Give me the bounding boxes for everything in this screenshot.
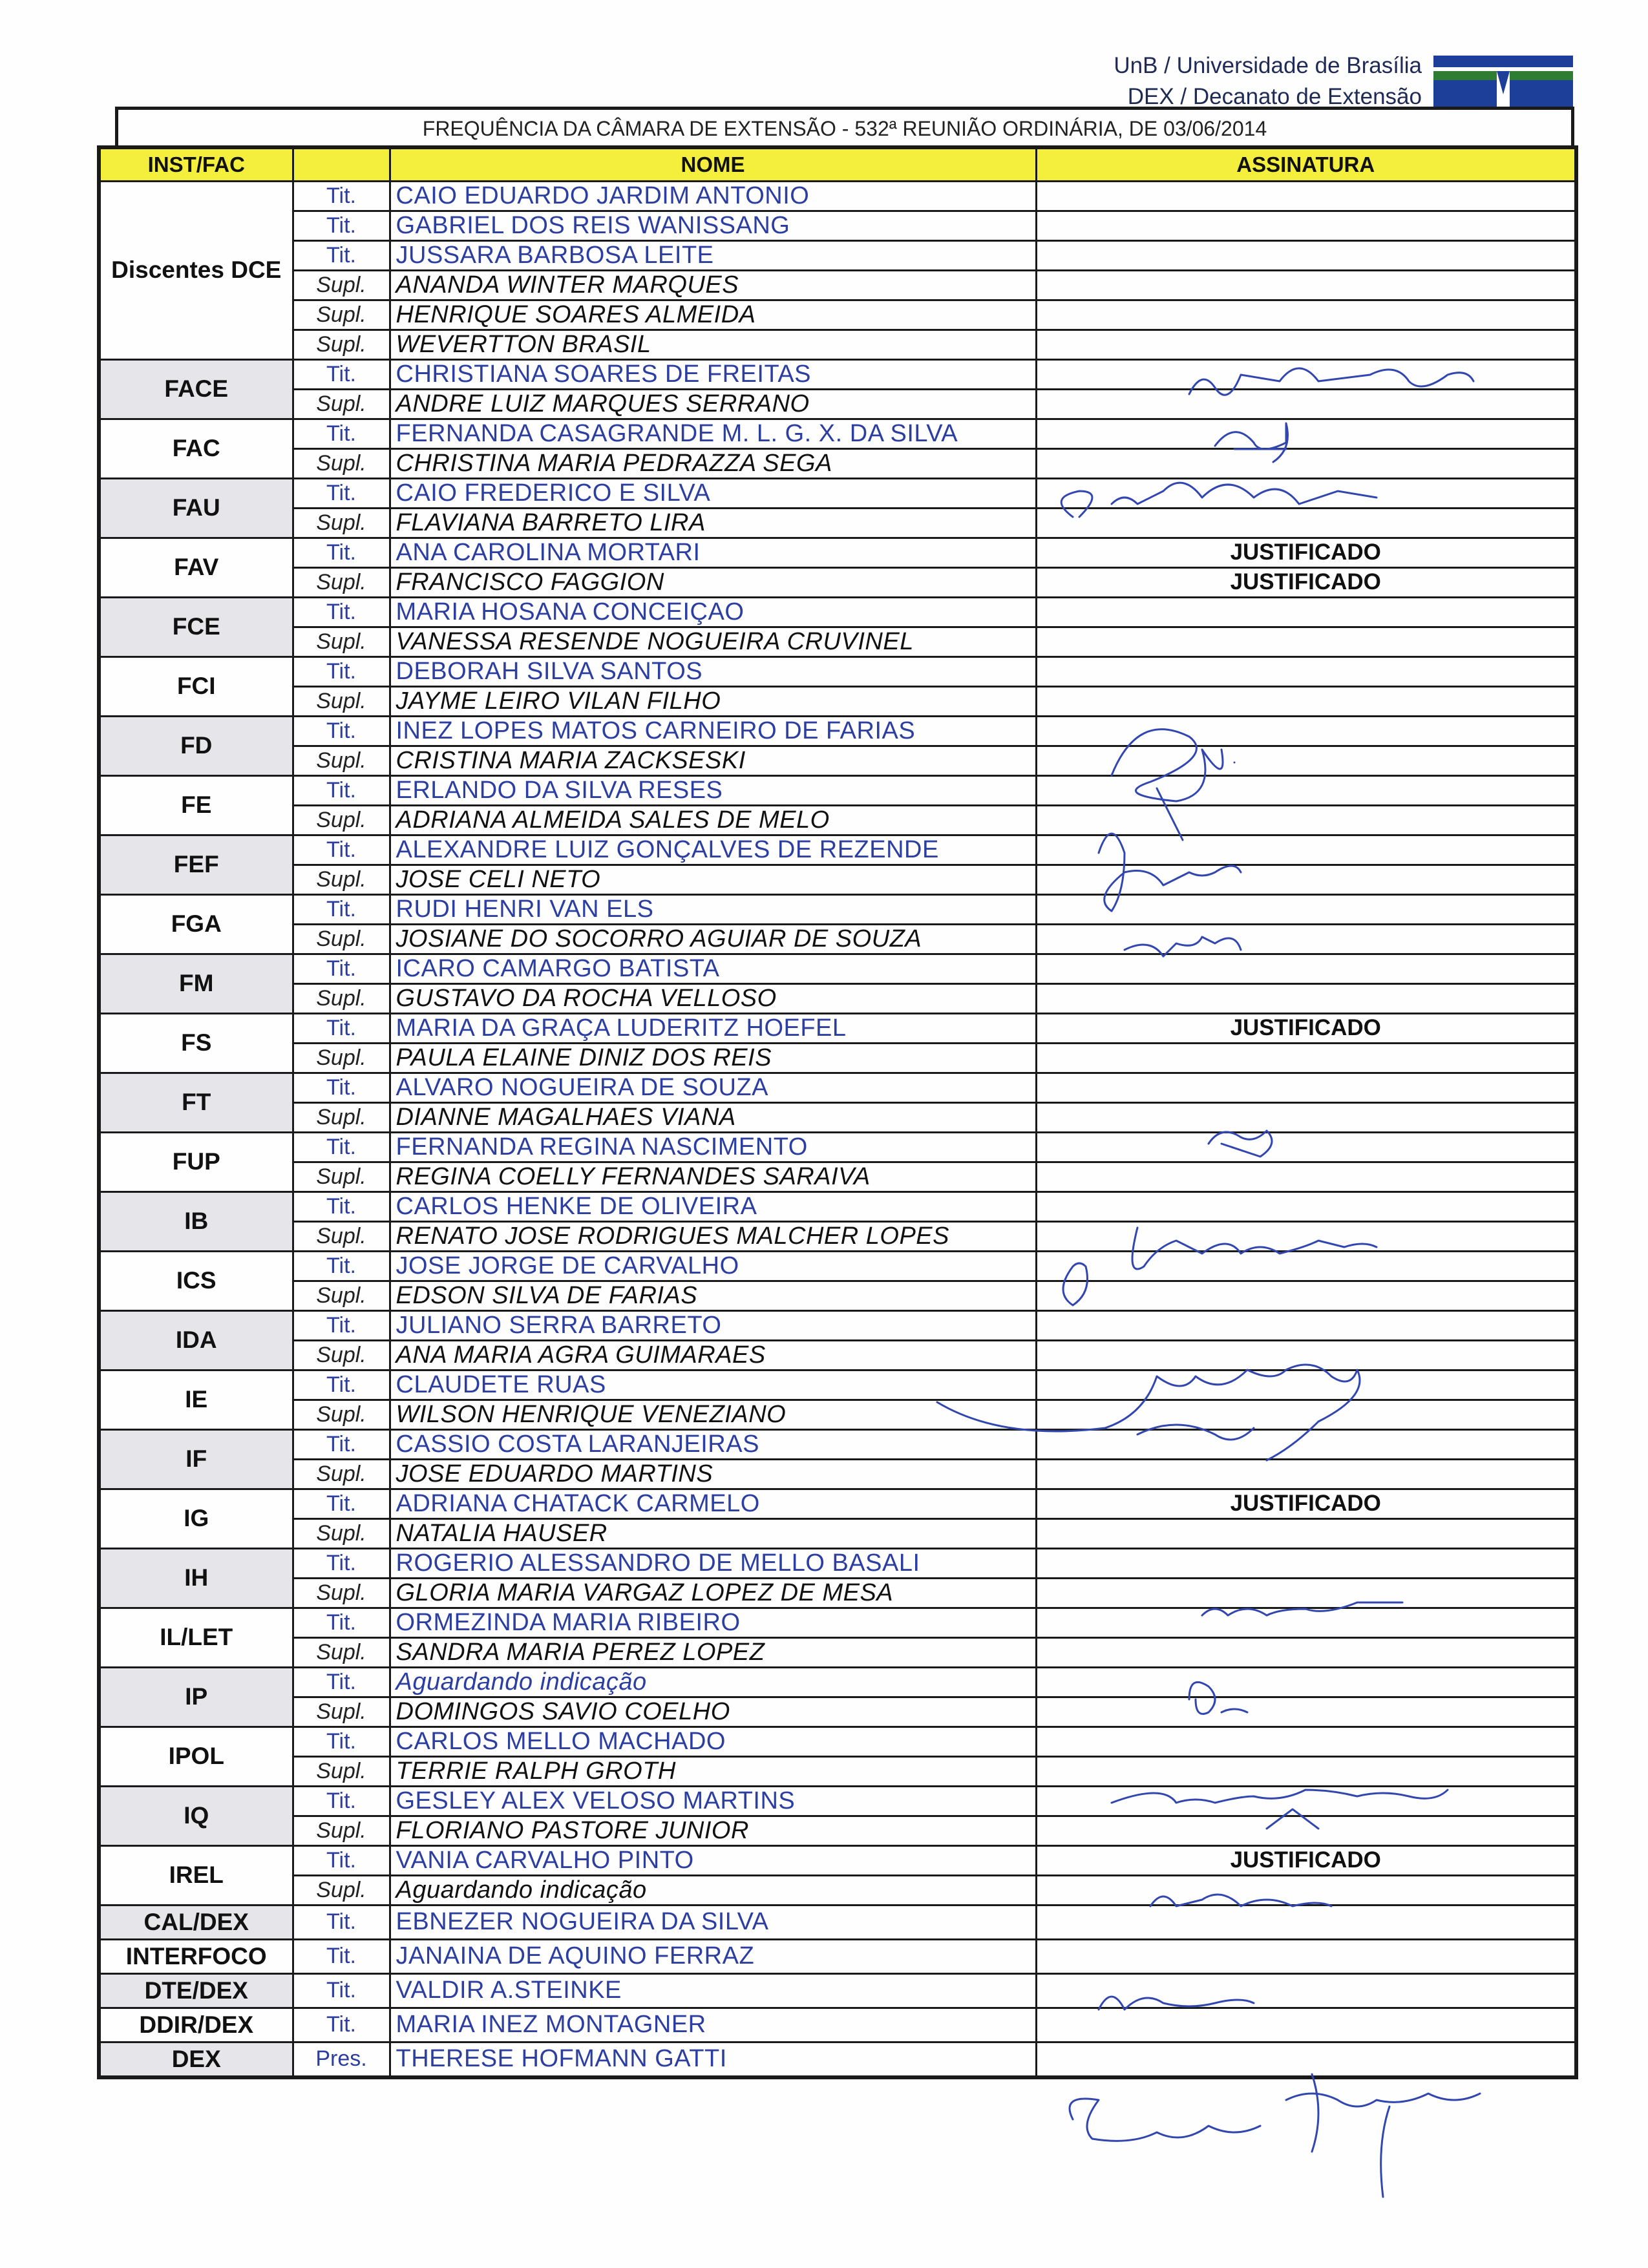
signature-cell: JUSTIFICADO xyxy=(1036,1489,1576,1518)
member-name-cell: CAIO FREDERICO E SILVA xyxy=(390,478,1036,508)
table-row xyxy=(99,1845,1576,1875)
member-name-cell: Aguardando indicação xyxy=(390,1875,1036,1905)
role-cell: Tit. xyxy=(293,1973,390,2008)
member-name-cell: ROGERIO ALESSANDRO DE MELLO BASALI xyxy=(390,1548,1036,1578)
member-name-cell: CHRISTINA MARIA PEDRAZZA SEGA xyxy=(390,448,1036,478)
role-cell: Supl. xyxy=(293,1340,390,1370)
table-row xyxy=(99,1370,1576,1400)
member-name-cell: REGINA COELLY FERNANDES SARAIVA xyxy=(390,1162,1036,1192)
signature-cell xyxy=(1036,1400,1576,1429)
signature-cell xyxy=(1036,1548,1576,1578)
signature-cell xyxy=(1036,1786,1576,1816)
member-name-cell: ADRIANA CHATACK CARMELO xyxy=(390,1489,1036,1518)
role-cell: Tit. xyxy=(293,419,390,448)
institution-cell: INTERFOCO xyxy=(99,1939,293,1973)
member-name-cell: ALVARO NOGUEIRA DE SOUZA xyxy=(390,1073,1036,1102)
institution-cell: FAC xyxy=(99,419,293,478)
member-name-cell: RUDI HENRI VAN ELS xyxy=(390,894,1036,924)
attendance-table xyxy=(97,145,1578,2079)
signature-cell xyxy=(1036,211,1576,240)
member-name-cell: DEBORAH SILVA SANTOS xyxy=(390,656,1036,686)
table-row xyxy=(99,1667,1576,1697)
member-name-cell: EBNEZER NOGUEIRA DA SILVA xyxy=(390,1905,1036,1939)
role-cell: Tit. xyxy=(293,1073,390,1102)
role-cell: Tit. xyxy=(293,1727,390,1756)
table-row xyxy=(99,1518,1576,1548)
signature-cell xyxy=(1036,389,1576,419)
member-name-cell: DIANNE MAGALHAES VIANA xyxy=(390,1102,1036,1132)
signature-cell xyxy=(1036,508,1576,538)
table-row xyxy=(99,1013,1576,1043)
role-cell: Supl. xyxy=(293,1578,390,1608)
role-cell: Supl. xyxy=(293,448,390,478)
signature-cell xyxy=(1036,1281,1576,1310)
unb-logo xyxy=(1433,56,1573,110)
table-row xyxy=(99,656,1576,686)
role-cell: Tit. xyxy=(293,1905,390,1939)
member-name-cell: THERESE HOFMANN GATTI xyxy=(390,2042,1036,2077)
university-name: UnB / Universidade de Brasília xyxy=(1114,53,1422,78)
institution-cell: DEX xyxy=(99,2042,293,2077)
member-name-cell: RENATO JOSE RODRIGUES MALCHER LOPES xyxy=(390,1221,1036,1251)
institution-cell: FUP xyxy=(99,1132,293,1192)
member-name-cell: GUSTAVO DA ROCHA VELLOSO xyxy=(390,983,1036,1013)
role-cell: Tit. xyxy=(293,894,390,924)
role-cell: Tit. xyxy=(293,954,390,983)
signature-cell xyxy=(1036,656,1576,686)
table-row xyxy=(99,1489,1576,1518)
role-cell: Tit. xyxy=(293,1939,390,1973)
institution-cell: FACE xyxy=(99,359,293,419)
institution-cell: FT xyxy=(99,1073,293,1132)
signature-cell xyxy=(1036,1727,1576,1756)
institution-cell: FCI xyxy=(99,656,293,716)
institution-cell: IPOL xyxy=(99,1727,293,1786)
role-cell: Supl. xyxy=(293,1697,390,1727)
member-name-cell: JUSSARA BARBOSA LEITE xyxy=(390,240,1036,270)
role-cell: Supl. xyxy=(293,1221,390,1251)
role-cell: Tit. xyxy=(293,835,390,865)
table-row xyxy=(99,1637,1576,1667)
signature-cell xyxy=(1036,627,1576,656)
member-name-cell: JULIANO SERRA BARRETO xyxy=(390,1310,1036,1340)
member-name-cell: GLORIA MARIA VARGAZ LOPEZ DE MESA xyxy=(390,1578,1036,1608)
member-name-cell: Aguardando indicação xyxy=(390,1667,1036,1697)
signature-cell xyxy=(1036,1102,1576,1132)
table-row xyxy=(99,1697,1576,1727)
institution-cell: FGA xyxy=(99,894,293,954)
member-name-cell: WILSON HENRIQUE VENEZIANO xyxy=(390,1400,1036,1429)
table-row xyxy=(99,2042,1576,2077)
member-name-cell: TERRIE RALPH GROTH xyxy=(390,1756,1036,1786)
role-cell: Supl. xyxy=(293,627,390,656)
role-cell: Tit. xyxy=(293,1310,390,1340)
table-row xyxy=(99,1578,1576,1608)
institution-cell: IDA xyxy=(99,1310,293,1370)
signature-cell xyxy=(1036,954,1576,983)
role-cell: Supl. xyxy=(293,1518,390,1548)
role-cell: Tit. xyxy=(293,538,390,567)
table-row xyxy=(99,627,1576,656)
signature-cell xyxy=(1036,1459,1576,1489)
table-row xyxy=(99,1816,1576,1845)
member-name-cell: PAULA ELAINE DINIZ DOS REIS xyxy=(390,1043,1036,1073)
member-name-cell: NATALIA HAUSER xyxy=(390,1518,1036,1548)
department-name: DEX / Decanato de Extensão xyxy=(1127,84,1422,109)
table-row xyxy=(99,1459,1576,1489)
member-name-cell: VALDIR A.STEINKE xyxy=(390,1973,1036,2008)
table-row xyxy=(99,1192,1576,1221)
member-name-cell: CHRISTIANA SOARES DE FREITAS xyxy=(390,359,1036,389)
member-name-cell: ADRIANA ALMEIDA SALES DE MELO xyxy=(390,805,1036,835)
table-row xyxy=(99,1756,1576,1786)
institution-cell: ICS xyxy=(99,1251,293,1310)
table-header-row xyxy=(99,147,1576,181)
table-row xyxy=(99,1043,1576,1073)
member-name-cell: CARLOS HENKE DE OLIVEIRA xyxy=(390,1192,1036,1221)
signature-cell xyxy=(1036,1816,1576,1845)
signature-cell xyxy=(1036,1875,1576,1905)
member-name-cell: CAIO EDUARDO JARDIM ANTONIO xyxy=(390,181,1036,211)
member-name-cell: FERNANDA CASAGRANDE M. L. G. X. DA SILVA xyxy=(390,419,1036,448)
col-header-name: NOME xyxy=(390,147,1036,181)
signature-cell xyxy=(1036,746,1576,775)
table-row xyxy=(99,1162,1576,1192)
member-name-cell: GESLEY ALEX VELOSO MARTINS xyxy=(390,1786,1036,1816)
signature-cell xyxy=(1036,2042,1576,2077)
signature-cell xyxy=(1036,1073,1576,1102)
table-row xyxy=(99,1548,1576,1578)
institution-cell: FEF xyxy=(99,835,293,894)
signature-cell: JUSTIFICADO xyxy=(1036,538,1576,567)
role-cell: Tit. xyxy=(293,1845,390,1875)
institution-cell: IF xyxy=(99,1429,293,1489)
signature-cell xyxy=(1036,1973,1576,2008)
signature-cell xyxy=(1036,1370,1576,1400)
table-row xyxy=(99,1310,1576,1340)
role-cell: Supl. xyxy=(293,746,390,775)
role-cell: Tit. xyxy=(293,1192,390,1221)
member-name-cell: JAYME LEIRO VILAN FILHO xyxy=(390,686,1036,716)
member-name-cell: ANA MARIA AGRA GUIMARAES xyxy=(390,1340,1036,1370)
role-cell: Supl. xyxy=(293,686,390,716)
table-row xyxy=(99,300,1576,330)
signature-cell xyxy=(1036,924,1576,954)
member-name-cell: WEVERTTON BRASIL xyxy=(390,330,1036,359)
member-name-cell: FRANCISCO FAGGION xyxy=(390,567,1036,597)
role-cell: Tit. xyxy=(293,1786,390,1816)
signature-cell xyxy=(1036,448,1576,478)
table-row xyxy=(99,567,1576,597)
role-cell: Tit. xyxy=(293,240,390,270)
role-cell: Supl. xyxy=(293,1756,390,1786)
institution-cell: DTE/DEX xyxy=(99,1973,293,2008)
table-row xyxy=(99,865,1576,894)
table-row xyxy=(99,1340,1576,1370)
member-name-cell: JOSIANE DO SOCORRO AGUIAR DE SOUZA xyxy=(390,924,1036,954)
table-row xyxy=(99,1875,1576,1905)
signature-cell xyxy=(1036,1756,1576,1786)
signature-cell xyxy=(1036,1608,1576,1637)
table-row xyxy=(99,181,1576,211)
member-name-cell: CRISTINA MARIA ZACKSESKI xyxy=(390,746,1036,775)
table-row xyxy=(99,240,1576,270)
role-cell: Supl. xyxy=(293,865,390,894)
signature-cell xyxy=(1036,1667,1576,1697)
institution-cell: IG xyxy=(99,1489,293,1548)
role-cell: Supl. xyxy=(293,1459,390,1489)
institution-cell: FD xyxy=(99,716,293,775)
table-row xyxy=(99,1786,1576,1816)
table-row xyxy=(99,716,1576,746)
institution-cell: IE xyxy=(99,1370,293,1429)
member-name-cell: ICARO CAMARGO BATISTA xyxy=(390,954,1036,983)
signature-cell xyxy=(1036,181,1576,211)
role-cell: Supl. xyxy=(293,330,390,359)
role-cell: Supl. xyxy=(293,924,390,954)
signature-cell xyxy=(1036,1939,1576,1973)
role-cell: Tit. xyxy=(293,1132,390,1162)
signature-cell xyxy=(1036,1043,1576,1073)
institution-cell: IB xyxy=(99,1192,293,1251)
institution-cell: IP xyxy=(99,1667,293,1727)
role-cell: Supl. xyxy=(293,567,390,597)
table-row xyxy=(99,1251,1576,1281)
signature-cell xyxy=(1036,1518,1576,1548)
role-cell: Supl. xyxy=(293,1102,390,1132)
signature-cell xyxy=(1036,716,1576,746)
member-name-cell: MARIA INEZ MONTAGNER xyxy=(390,2008,1036,2042)
member-name-cell: JOSE EDUARDO MARTINS xyxy=(390,1459,1036,1489)
signature-cell xyxy=(1036,1637,1576,1667)
institution-header xyxy=(1008,50,1422,112)
signature-cell: JUSTIFICADO xyxy=(1036,1013,1576,1043)
table-row xyxy=(99,983,1576,1013)
table-row xyxy=(99,746,1576,775)
role-cell: Tit. xyxy=(293,775,390,805)
role-cell: Tit. xyxy=(293,1489,390,1518)
member-name-cell: JOSE CELI NETO xyxy=(390,865,1036,894)
signature-cell xyxy=(1036,1132,1576,1162)
signature-cell xyxy=(1036,686,1576,716)
institution-cell: FS xyxy=(99,1013,293,1073)
institution-cell: IREL xyxy=(99,1845,293,1905)
table-row xyxy=(99,1429,1576,1459)
role-cell: Tit. xyxy=(293,181,390,211)
role-cell: Supl. xyxy=(293,1281,390,1310)
table-row xyxy=(99,597,1576,627)
signature-therese xyxy=(1070,2074,1480,2197)
institution-cell: FCE xyxy=(99,597,293,656)
institution-cell: IQ xyxy=(99,1786,293,1845)
table-row xyxy=(99,270,1576,300)
signature-cell xyxy=(1036,270,1576,300)
institution-cell: CAL/DEX xyxy=(99,1905,293,1939)
member-name-cell: VANESSA RESENDE NOGUEIRA CRUVINEL xyxy=(390,627,1036,656)
institution-cell: FAU xyxy=(99,478,293,538)
signature-cell xyxy=(1036,1251,1576,1281)
role-cell: Tit. xyxy=(293,478,390,508)
role-cell: Supl. xyxy=(293,1043,390,1073)
col-header-blank xyxy=(293,147,390,181)
member-name-cell: JOSE JORGE DE CARVALHO xyxy=(390,1251,1036,1281)
role-cell: Tit. xyxy=(293,359,390,389)
table-row xyxy=(99,775,1576,805)
institution-cell: IH xyxy=(99,1548,293,1608)
role-cell: Supl. xyxy=(293,983,390,1013)
table-row xyxy=(99,330,1576,359)
table-row xyxy=(99,686,1576,716)
member-name-cell: CLAUDETE RUAS xyxy=(390,1370,1036,1400)
role-cell: Tit. xyxy=(293,2008,390,2042)
signature-cell xyxy=(1036,983,1576,1013)
table-row xyxy=(99,2008,1576,2042)
member-name-cell: ORMEZINDA MARIA RIBEIRO xyxy=(390,1608,1036,1637)
signature-cell xyxy=(1036,597,1576,627)
member-name-cell: ERLANDO DA SILVA RESES xyxy=(390,775,1036,805)
member-name-cell: ANA CAROLINA MORTARI xyxy=(390,538,1036,567)
table-row xyxy=(99,1727,1576,1756)
table-row xyxy=(99,1973,1576,2008)
signature-cell xyxy=(1036,1340,1576,1370)
table-row xyxy=(99,538,1576,567)
role-cell: Tit. xyxy=(293,1548,390,1578)
table-row xyxy=(99,419,1576,448)
signature-cell: JUSTIFICADO xyxy=(1036,567,1576,597)
table-row xyxy=(99,805,1576,835)
table-row xyxy=(99,1608,1576,1637)
table-row xyxy=(99,835,1576,865)
member-name-cell: MARIA HOSANA CONCEIÇAO xyxy=(390,597,1036,627)
signature-cell xyxy=(1036,359,1576,389)
role-cell: Tit. xyxy=(293,656,390,686)
role-cell: Pres. xyxy=(293,2042,390,2077)
role-cell: Tit. xyxy=(293,1251,390,1281)
role-cell: Supl. xyxy=(293,1816,390,1845)
signature-cell xyxy=(1036,1221,1576,1251)
member-name-cell: JANAINA DE AQUINO FERRAZ xyxy=(390,1939,1036,1973)
signature-cell xyxy=(1036,775,1576,805)
signature-cell xyxy=(1036,300,1576,330)
institution-cell: IL/LET xyxy=(99,1608,293,1667)
signature-cell xyxy=(1036,1162,1576,1192)
role-cell: Tit. xyxy=(293,716,390,746)
table-row xyxy=(99,1939,1576,1973)
signature-cell xyxy=(1036,478,1576,508)
institution-cell: FM xyxy=(99,954,293,1013)
table-row xyxy=(99,211,1576,240)
member-name-cell: GABRIEL DOS REIS WANISSANG xyxy=(390,211,1036,240)
table-row xyxy=(99,389,1576,419)
role-cell: Supl. xyxy=(293,1875,390,1905)
table-row xyxy=(99,1102,1576,1132)
table-row xyxy=(99,1132,1576,1162)
table-row xyxy=(99,478,1576,508)
role-cell: Supl. xyxy=(293,300,390,330)
role-cell: Tit. xyxy=(293,211,390,240)
table-row xyxy=(99,359,1576,389)
signature-cell xyxy=(1036,2008,1576,2042)
institution-cell: FAV xyxy=(99,538,293,597)
member-name-cell: HENRIQUE SOARES ALMEIDA xyxy=(390,300,1036,330)
signature-cell xyxy=(1036,330,1576,359)
signature-cell xyxy=(1036,865,1576,894)
signature-cell xyxy=(1036,240,1576,270)
role-cell: Tit. xyxy=(293,1370,390,1400)
table-row xyxy=(99,1905,1576,1939)
member-name-cell: ANANDA WINTER MARQUES xyxy=(390,270,1036,300)
table-row xyxy=(99,508,1576,538)
member-name-cell: VANIA CARVALHO PINTO xyxy=(390,1845,1036,1875)
role-cell: Supl. xyxy=(293,270,390,300)
role-cell: Tit. xyxy=(293,1608,390,1637)
table-row xyxy=(99,448,1576,478)
member-name-cell: INEZ LOPES MATOS CARNEIRO DE FARIAS xyxy=(390,716,1036,746)
table-row xyxy=(99,1221,1576,1251)
role-cell: Supl. xyxy=(293,1162,390,1192)
table-row xyxy=(99,1400,1576,1429)
table-row xyxy=(99,1281,1576,1310)
signature-cell xyxy=(1036,1697,1576,1727)
signature-cell xyxy=(1036,805,1576,835)
col-header-inst: INST/FAC xyxy=(99,147,293,181)
signature-cell: JUSTIFICADO xyxy=(1036,1845,1576,1875)
member-name-cell: EDSON SILVA DE FARIAS xyxy=(390,1281,1036,1310)
role-cell: Supl. xyxy=(293,805,390,835)
institution-cell: FE xyxy=(99,775,293,835)
role-cell: Supl. xyxy=(293,1637,390,1667)
sheet-title: FREQUÊNCIA DA CÂMARA DE EXTENSÃO - 532ª REUNIÃO ORDINÁRIA, DE 03/06/2014 xyxy=(115,107,1574,145)
institution-cell: Discentes DCE xyxy=(99,181,293,359)
member-name-cell: SANDRA MARIA PEREZ LOPEZ xyxy=(390,1637,1036,1667)
role-cell: Tit. xyxy=(293,1429,390,1459)
table-row xyxy=(99,1073,1576,1102)
member-name-cell: ALEXANDRE LUIZ GONÇALVES DE REZENDE xyxy=(390,835,1036,865)
member-name-cell: ANDRE LUIZ MARQUES SERRANO xyxy=(390,389,1036,419)
role-cell: Tit. xyxy=(293,597,390,627)
role-cell: Supl. xyxy=(293,508,390,538)
signature-cell xyxy=(1036,419,1576,448)
role-cell: Tit. xyxy=(293,1667,390,1697)
role-cell: Supl. xyxy=(293,1400,390,1429)
table-row xyxy=(99,894,1576,924)
signature-cell xyxy=(1036,894,1576,924)
member-name-cell: FLAVIANA BARRETO LIRA xyxy=(390,508,1036,538)
member-name-cell: MARIA DA GRAÇA LUDERITZ HOEFEL xyxy=(390,1013,1036,1043)
member-name-cell: CARLOS MELLO MACHADO xyxy=(390,1727,1036,1756)
member-name-cell: FLORIANO PASTORE JUNIOR xyxy=(390,1816,1036,1845)
member-name-cell: DOMINGOS SAVIO COELHO xyxy=(390,1697,1036,1727)
signature-cell xyxy=(1036,1192,1576,1221)
signature-cell xyxy=(1036,1310,1576,1340)
institution-cell: DDIR/DEX xyxy=(99,2008,293,2042)
table-row xyxy=(99,954,1576,983)
table-row xyxy=(99,924,1576,954)
member-name-cell: CASSIO COSTA LARANJEIRAS xyxy=(390,1429,1036,1459)
signature-cell xyxy=(1036,835,1576,865)
signature-cell xyxy=(1036,1429,1576,1459)
role-cell: Supl. xyxy=(293,389,390,419)
signature-cell xyxy=(1036,1905,1576,1939)
member-name-cell: FERNANDA REGINA NASCIMENTO xyxy=(390,1132,1036,1162)
col-header-signature: ASSINATURA xyxy=(1036,147,1576,181)
signature-cell xyxy=(1036,1578,1576,1608)
role-cell: Tit. xyxy=(293,1013,390,1043)
